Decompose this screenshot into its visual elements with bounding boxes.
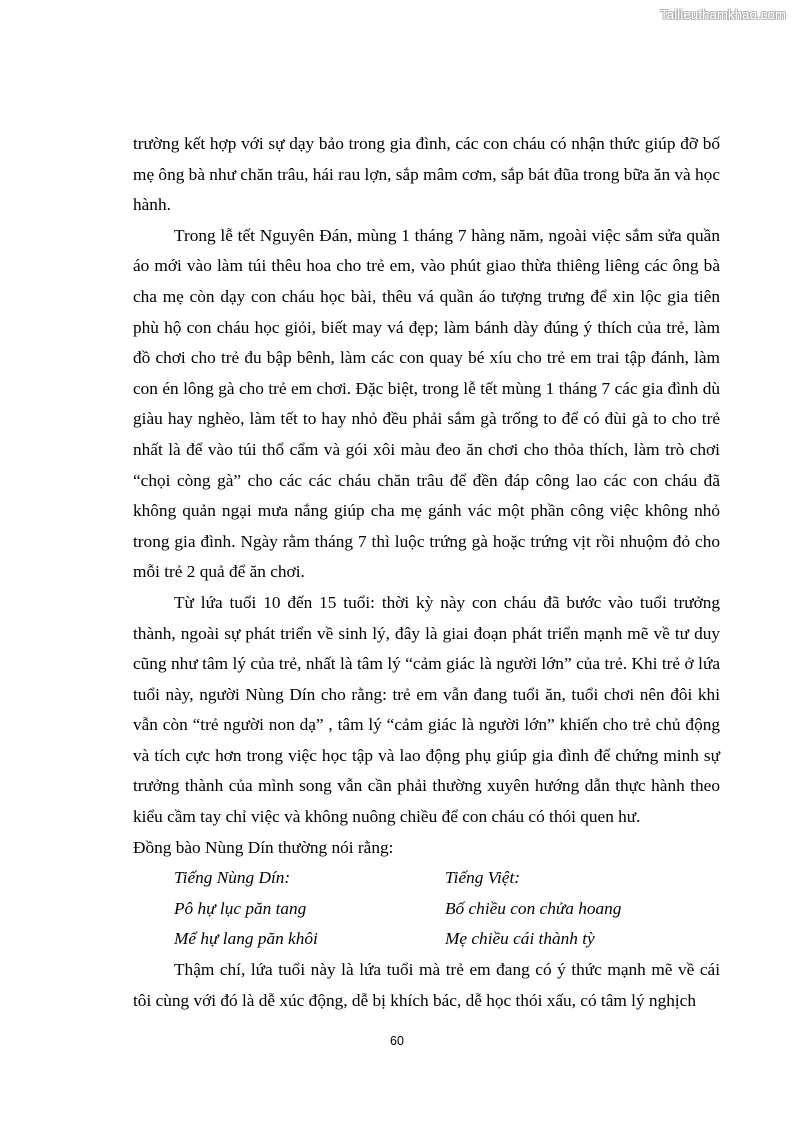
closing-paragraph: Thậm chí, lứa tuổi này là lứa tuổi mà trẻ em đang có ý thức mạnh mẽ về cái tôi cùng với đó là dễ xúc động, dễ bị khích bác, dễ học thói xấu, có tâm lý nghịch [133, 960, 720, 1010]
paragraph-2: Trong lễ tết Nguyên Đán, mùng 1 tháng 7 hàng năm, ngoài việc sắm sửa quần áo mới vào làm túi thêu hoa cho trẻ em, vào phút giao thừa thiêng liêng các ông bà cha mẹ còn dạy con cháu học bài, thêu vá quần áo tượng trưng để xin lộc gia tiên phù hộ con cháu học giỏi, biết may vá đẹp; làm bánh dày đúng ý thích của trẻ, làm đồ chơi cho trẻ đu bập bênh, làm các con quay bé xíu cho trẻ em trai tập đánh, làm con én lông gà cho trẻ em chơi. Đặc biệt, trong lễ tết mùng 1 tháng 7 các gia đình dù giàu hay nghèo, làm tết to hay nhỏ đều phải sắm gà trống to để có đùi gà to cho trẻ nhất là để vào túi thổ cẩm và gói xôi màu đeo ăn chơi cho thỏa thích, làm trò chơi “chọi còng gà” cho các các cháu chăn trâu để đền đáp công lao các con cháu đã không quản ngại mưa nắng giúp cha mẹ gánh vác một phần công việc không nhỏ trong gia đình. Ngày rằm tháng 7 thì luộc trứng gà hoặc trứng vịt rồi nhuộm đỏ cho mỗi trẻ 2 quả để ăn chơi. [133, 225, 720, 582]
paragraph-4: Đồng bào Nùng Dín thường nói rằng: [133, 837, 394, 857]
page-number: 60 [390, 1034, 404, 1048]
verse-left: Pô hự lục păn tang [174, 898, 307, 918]
paragraph-1: trường kết hợp với sự dạy bảo trong gia đình, các con cháu có nhận thức giúp đỡ bố mẹ ông bà như chăn trâu, hái rau lợn, sắp mâm cơm, sắp bát đũa trong bữa ăn và học hành. [133, 134, 720, 215]
watermark-text: Tailieuthamkhao.com [660, 7, 786, 22]
verse-left: Tiếng Nùng Dín: [174, 868, 291, 888]
verse-right: Bố chiều con chửa hoang [445, 898, 622, 918]
verse-right: Mẹ chiều cái thành tỳ [445, 929, 595, 949]
paragraph-3: Từ lứa tuổi 10 đến 15 tuổi: thời kỳ này con cháu đã bước vào tuổi trưởng thành, ngoài sự phát triển về sinh lý, đây là giai đoạn phát triển mạnh mẽ về tư duy cũng như tâm lý của trẻ, nhất là tâm lý “cảm giác là người lớn” của trẻ. Khi trẻ ở lứa tuổi này, người Nùng Dín cho rằng: trẻ em vẫn đang tuổi ăn, tuổi chơi nên đôi khi vẫn còn “trẻ người non dạ” , tâm lý “cảm giác là người lớn” khiến cho trẻ chủ động và tích cực hơn trong việc học tập và lao động phụ giúp gia đình để chứng minh sự trưởng thành của mình song vẫn cần phải thường xuyên hướng dẫn thực hành theo kiểu cầm tay chỉ việc và không nuông chiều để con cháu có thói quen hư. [133, 592, 720, 827]
verse-left: Mể hự lang păn khôi [174, 929, 318, 949]
verse-right: Tiếng Việt: [445, 868, 521, 888]
page-body [133, 129, 720, 1016]
verse-row-header [133, 863, 720, 894]
verse-row-1 [133, 894, 720, 925]
verse-row-2 [133, 924, 720, 955]
